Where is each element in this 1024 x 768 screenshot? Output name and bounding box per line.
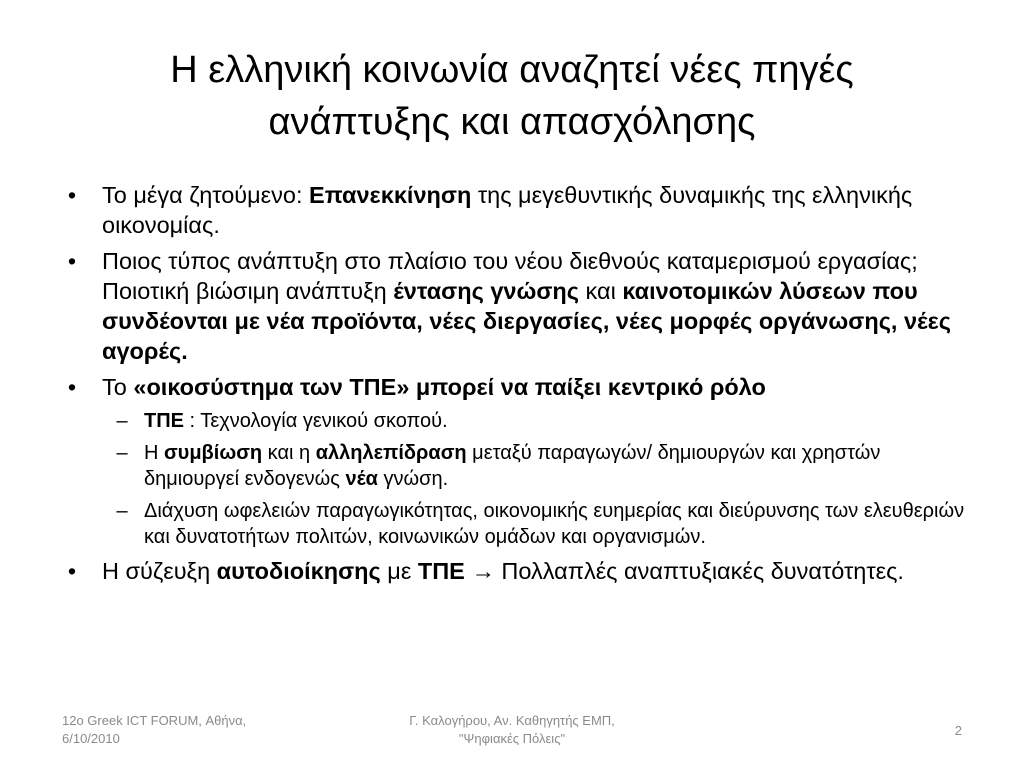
title-line-1: Η ελληνική κοινωνία αναζητεί νέες πηγές xyxy=(170,49,854,91)
sub-bullet-item xyxy=(60,408,970,434)
bullet-item xyxy=(60,372,970,402)
bullet-mark: • xyxy=(67,248,77,274)
bullet-item xyxy=(60,246,970,366)
slide-title xyxy=(60,44,964,148)
bullet-text-part: και xyxy=(578,278,623,304)
bullet-text-part: Ποιος τύπος ανάπτυξη στο πλαίσιο του νέου διεθνούς καταμερισμού εργασίας; Ποιοτική βιώσιμη ανάπτυξη xyxy=(102,248,918,304)
dash-mark: – xyxy=(116,442,128,464)
bullet-text-part: Το μέγα ζητούμενο: xyxy=(102,182,310,208)
bullet-item xyxy=(60,556,970,586)
bullet-mark: • xyxy=(67,558,77,584)
bullet-text-part: έντασης γνώσης xyxy=(393,278,579,304)
bullet-text-part: καινοτομικών λύσεων που συνδέονται με νέα προϊόντα, νέες διεργασίες, νέες μορφές οργάνωσης, νέες αγορές. xyxy=(102,278,952,364)
bullet-text-part: Η σύζευξη xyxy=(102,558,217,584)
bullet-text-part: Πολλαπλές αναπτυξιακές δυνατότητες. xyxy=(494,558,904,584)
sub-bullet-text-part: συμβίωση xyxy=(164,442,263,464)
footer-date: 6/10/2010 xyxy=(62,731,120,746)
sub-bullet-text-part: ΤΠΕ xyxy=(144,410,184,432)
sub-bullet-text-part: Η xyxy=(144,442,164,464)
bullet-text-part: Επανεκκίνηση xyxy=(309,182,472,208)
dash-mark: – xyxy=(116,410,128,432)
sub-bullet-text-part: νέα xyxy=(345,468,378,490)
page-number: 2 xyxy=(954,723,962,738)
sub-bullet-text-part: αλληλεπίδραση xyxy=(315,442,467,464)
sub-bullet-item xyxy=(60,440,970,492)
sub-bullet-text-part: Διάχυση ωφελειών παραγωγικότητας, οικονομικής ευημερίας και διεύρυνσης των ελευθεριών και δυνατοτήτων πολιτών, κοινωνικών ομάδων και οργανισμών. xyxy=(144,500,965,548)
bullet-text-part: με xyxy=(380,558,418,584)
footer-author xyxy=(352,712,672,748)
bullet-text-part: Το xyxy=(102,374,134,400)
sub-bullet-text-part: : Τεχνολογία γενικού σκοπού. xyxy=(184,410,448,432)
slide-body xyxy=(60,180,970,592)
bullet-mark: • xyxy=(67,374,77,400)
bullet-text-part: αυτοδιοίκησης xyxy=(216,558,381,584)
bullet-item xyxy=(60,180,970,240)
sub-bullet-text-part: γνώση. xyxy=(377,468,449,490)
footer-topic: "Ψηφιακές Πόλεις" xyxy=(458,731,566,746)
arrow-right-icon: → xyxy=(471,558,495,584)
footer-event-line: 12ο Greek ICT FORUM, Αθήνα, xyxy=(62,713,247,728)
title-line-2: ανάπτυξης και απασχόλησης xyxy=(268,101,756,143)
bullet-text-part: της μεγεθυντικής δυναμικής της ελληνικής οικονομίας. xyxy=(102,182,913,238)
bullet-text-part: «οικοσύστημα των ΤΠΕ» μπορεί να παίξει κεντρικό ρόλο xyxy=(133,374,766,400)
footer-event xyxy=(62,712,322,748)
footer-author-line: Γ. Καλογήρου, Αν. Καθηγητής ΕΜΠ, xyxy=(409,713,615,728)
bullet-mark: • xyxy=(67,182,77,208)
sub-bullet-item xyxy=(60,498,970,550)
sub-bullet-text-part: μεταξύ παραγωγών/ δημιουργών και χρηστών δημιουργεί ενδογενώς xyxy=(144,442,881,490)
dash-mark: – xyxy=(116,500,128,522)
bullet-text-part: ΤΠΕ xyxy=(417,558,465,584)
sub-bullet-text-part: και η xyxy=(262,442,316,464)
